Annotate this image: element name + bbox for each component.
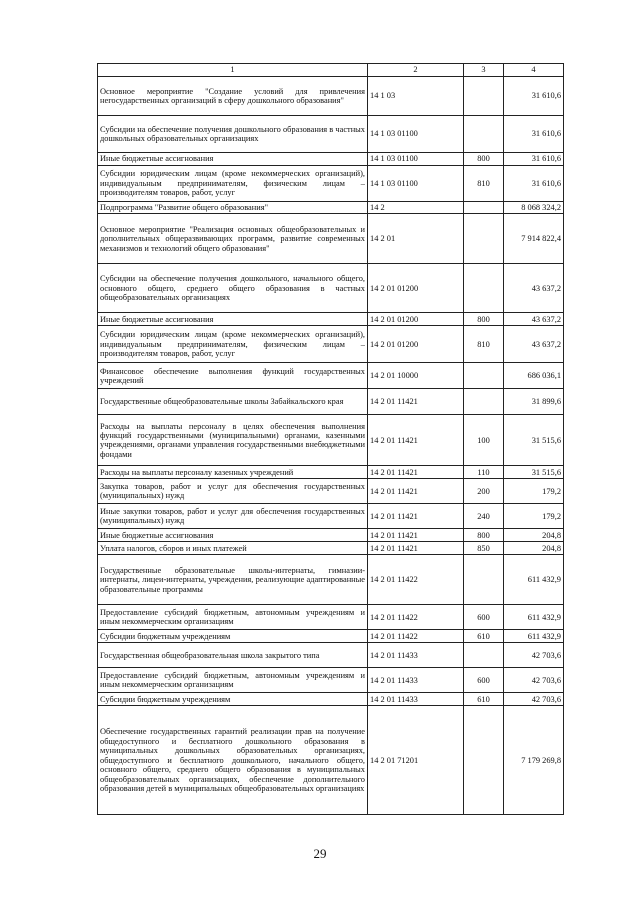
row-code-cell: 14 2 01 11433: [368, 693, 464, 706]
row-amount-cell: 42 703,6: [504, 643, 564, 668]
row-type-cell: [464, 389, 504, 415]
table-row: [98, 605, 564, 630]
row-amount-cell: 31 610,6: [504, 166, 564, 202]
row-code-cell: 14 2 01 11421: [368, 542, 464, 555]
row-type-cell: [464, 77, 504, 116]
row-code-cell: 14 2 01 11421: [368, 415, 464, 466]
row-type-cell: 600: [464, 605, 504, 630]
row-name-cell: Государственные образовательные школы-интернаты, гимназии-интернаты, лицеи-интернаты, учреждения, реализующие адаптированные образовательные программы: [98, 555, 368, 605]
row-name-cell: Иные бюджетные ассигнования: [98, 313, 368, 326]
row-type-cell: 610: [464, 693, 504, 706]
row-type-cell: [464, 555, 504, 605]
row-name-cell: Субсидии юридическим лицам (кроме некоммерческих организаций), индивидуальным предпринимателям, физическим лицам – производителям товаров, работ, услуг: [98, 326, 368, 363]
table-row: [98, 389, 564, 415]
row-type-cell: 610: [464, 630, 504, 643]
row-code-cell: 14 2 01 11421: [368, 529, 464, 542]
table-row: [98, 693, 564, 706]
row-name-cell: Иные бюджетные ассигнования: [98, 153, 368, 166]
budget-table: [97, 63, 564, 815]
row-type-cell: [464, 643, 504, 668]
table-row: [98, 542, 564, 555]
table-row: [98, 214, 564, 264]
row-name-cell: Финансовое обеспечение выполнения функций государственных учреждений: [98, 363, 368, 389]
table-row: [98, 415, 564, 466]
table-row: [98, 504, 564, 529]
row-amount-cell: 43 637,2: [504, 313, 564, 326]
row-code-cell: 14 2 01 11422: [368, 630, 464, 643]
row-type-cell: 200: [464, 479, 504, 504]
row-code-cell: 14 2 01 01200: [368, 313, 464, 326]
row-name-cell: Уплата налогов, сборов и иных платежей: [98, 542, 368, 555]
row-name-cell: Субсидии бюджетным учреждениям: [98, 630, 368, 643]
row-name-cell: Субсидии бюджетным учреждениям: [98, 693, 368, 706]
row-amount-cell: 31 899,6: [504, 389, 564, 415]
page-number: 29: [313, 846, 327, 861]
table-row: [98, 555, 564, 605]
table-row: [98, 202, 564, 214]
row-name-cell: Расходы на выплаты персоналу в целях обеспечения выполнения функций государственными (муниципальными) органами, казенными учреждениями, органами управления государственными внебюджетными фондами: [98, 415, 368, 466]
row-amount-cell: 7 914 822,4: [504, 214, 564, 264]
row-amount-cell: 204,8: [504, 529, 564, 542]
row-type-cell: 100: [464, 415, 504, 466]
table-row: [98, 529, 564, 542]
row-name-cell: Субсидии на обеспечение получения дошкольного образования в частных дошкольных образовательных организациях: [98, 116, 368, 153]
row-type-cell: 810: [464, 166, 504, 202]
row-amount-cell: 8 068 324,2: [504, 202, 564, 214]
table-header-row: [98, 64, 564, 77]
row-amount-cell: 31 610,6: [504, 153, 564, 166]
table-row: [98, 264, 564, 313]
row-type-cell: [464, 202, 504, 214]
table-row: [98, 166, 564, 202]
header-cell-4: 4: [504, 64, 564, 77]
table-row: [98, 643, 564, 668]
row-amount-cell: 42 703,6: [504, 668, 564, 693]
table-row: [98, 630, 564, 643]
row-name-cell: Расходы на выплаты персоналу казенных учреждений: [98, 466, 368, 479]
row-code-cell: 14 1 03 01100: [368, 166, 464, 202]
header-cell-1: 1: [98, 64, 368, 77]
row-name-cell: Подпрограмма "Развитие общего образования": [98, 202, 368, 214]
row-code-cell: 14 2 01 11421: [368, 466, 464, 479]
row-amount-cell: 42 703,6: [504, 693, 564, 706]
row-amount-cell: 611 432,9: [504, 555, 564, 605]
row-amount-cell: 204,8: [504, 542, 564, 555]
row-name-cell: Закупка товаров, работ и услуг для обеспечения государственных (муниципальных) нужд: [98, 479, 368, 504]
row-type-cell: [464, 706, 504, 815]
table-row: [98, 706, 564, 815]
row-amount-cell: 179,2: [504, 504, 564, 529]
row-amount-cell: 179,2: [504, 479, 564, 504]
header-cell-3: 3: [464, 64, 504, 77]
row-type-cell: 810: [464, 326, 504, 363]
row-name-cell: Обеспечение государственных гарантий реализации прав на получение общедоступного и бесплатного дошкольного образования в муниципальных дошкольных образовательных организациях, общедоступного и бесплатного дошкольного, начального общего, основного общего, среднего общего образования в муниципальных общеобразовательных организациях, обеспечение дополнительного образования детей в муниципальных общеобразовательных организациях: [98, 706, 368, 815]
table-row: [98, 466, 564, 479]
row-code-cell: 14 2 01 11421: [368, 504, 464, 529]
row-amount-cell: 31 515,6: [504, 415, 564, 466]
row-name-cell: Предоставление субсидий бюджетным, автономным учреждениям и иным некоммерческим организациям: [98, 605, 368, 630]
row-name-cell: Государственные общеобразовательные школы Забайкальского края: [98, 389, 368, 415]
row-code-cell: 14 2 01 01200: [368, 264, 464, 313]
row-code-cell: 14 2: [368, 202, 464, 214]
row-code-cell: 14 2 01 11433: [368, 668, 464, 693]
table-row: [98, 77, 564, 116]
table-row: [98, 153, 564, 166]
row-code-cell: 14 2 01 11421: [368, 389, 464, 415]
row-type-cell: 240: [464, 504, 504, 529]
row-name-cell: Основное мероприятие "Реализация основных общеобразовательных и дополнительных общеразвивающих программ, развитие современных механизмов и технологий общего образования": [98, 214, 368, 264]
row-type-cell: [464, 116, 504, 153]
row-code-cell: 14 2 01 10000: [368, 363, 464, 389]
row-amount-cell: 31 610,6: [504, 116, 564, 153]
budget-table-body: [98, 64, 564, 815]
row-type-cell: 850: [464, 542, 504, 555]
table-row: [98, 363, 564, 389]
row-code-cell: 14 1 03 01100: [368, 153, 464, 166]
row-name-cell: Субсидии юридическим лицам (кроме некоммерческих организаций), индивидуальным предпринимателям, физическим лицам – производителям товаров, работ, услуг: [98, 166, 368, 202]
row-type-cell: 800: [464, 153, 504, 166]
row-amount-cell: 43 637,2: [504, 264, 564, 313]
row-code-cell: 14 2 01 01200: [368, 326, 464, 363]
row-amount-cell: 31 515,6: [504, 466, 564, 479]
row-name-cell: Субсидии на обеспечение получения дошкольного, начального общего, основного общего, среднего общего образования в частных общеобразовательных организациях: [98, 264, 368, 313]
row-code-cell: 14 1 03: [368, 77, 464, 116]
row-type-cell: 600: [464, 668, 504, 693]
row-code-cell: 14 2 01: [368, 214, 464, 264]
row-amount-cell: 611 432,9: [504, 605, 564, 630]
row-name-cell: Предоставление субсидий бюджетным, автономным учреждениям и иным некоммерческим организациям: [98, 668, 368, 693]
header-cell-2: 2: [368, 64, 464, 77]
row-type-cell: [464, 214, 504, 264]
row-code-cell: 14 2 01 11433: [368, 643, 464, 668]
row-amount-cell: 31 610,6: [504, 77, 564, 116]
table-row: [98, 479, 564, 504]
row-amount-cell: 611 432,9: [504, 630, 564, 643]
row-name-cell: Государственная общеобразовательная школа закрытого типа: [98, 643, 368, 668]
row-name-cell: Иные бюджетные ассигнования: [98, 529, 368, 542]
row-code-cell: 14 2 01 11421: [368, 479, 464, 504]
row-code-cell: 14 1 03 01100: [368, 116, 464, 153]
row-code-cell: 14 2 01 71201: [368, 706, 464, 815]
row-name-cell: Основное мероприятие "Создание условий для привлечения негосударственных организаций в сферу дошкольного образования": [98, 77, 368, 116]
row-code-cell: 14 2 01 11422: [368, 555, 464, 605]
row-amount-cell: 7 179 269,8: [504, 706, 564, 815]
row-type-cell: [464, 264, 504, 313]
table-row: [98, 326, 564, 363]
row-type-cell: 800: [464, 529, 504, 542]
row-amount-cell: 686 036,1: [504, 363, 564, 389]
table-row: [98, 116, 564, 153]
row-type-cell: 110: [464, 466, 504, 479]
table-row: [98, 313, 564, 326]
table-row: [98, 668, 564, 693]
row-type-cell: [464, 363, 504, 389]
row-name-cell: Иные закупки товаров, работ и услуг для обеспечения государственных (муниципальных) нужд: [98, 504, 368, 529]
row-type-cell: 800: [464, 313, 504, 326]
row-amount-cell: 43 637,2: [504, 326, 564, 363]
row-code-cell: 14 2 01 11422: [368, 605, 464, 630]
